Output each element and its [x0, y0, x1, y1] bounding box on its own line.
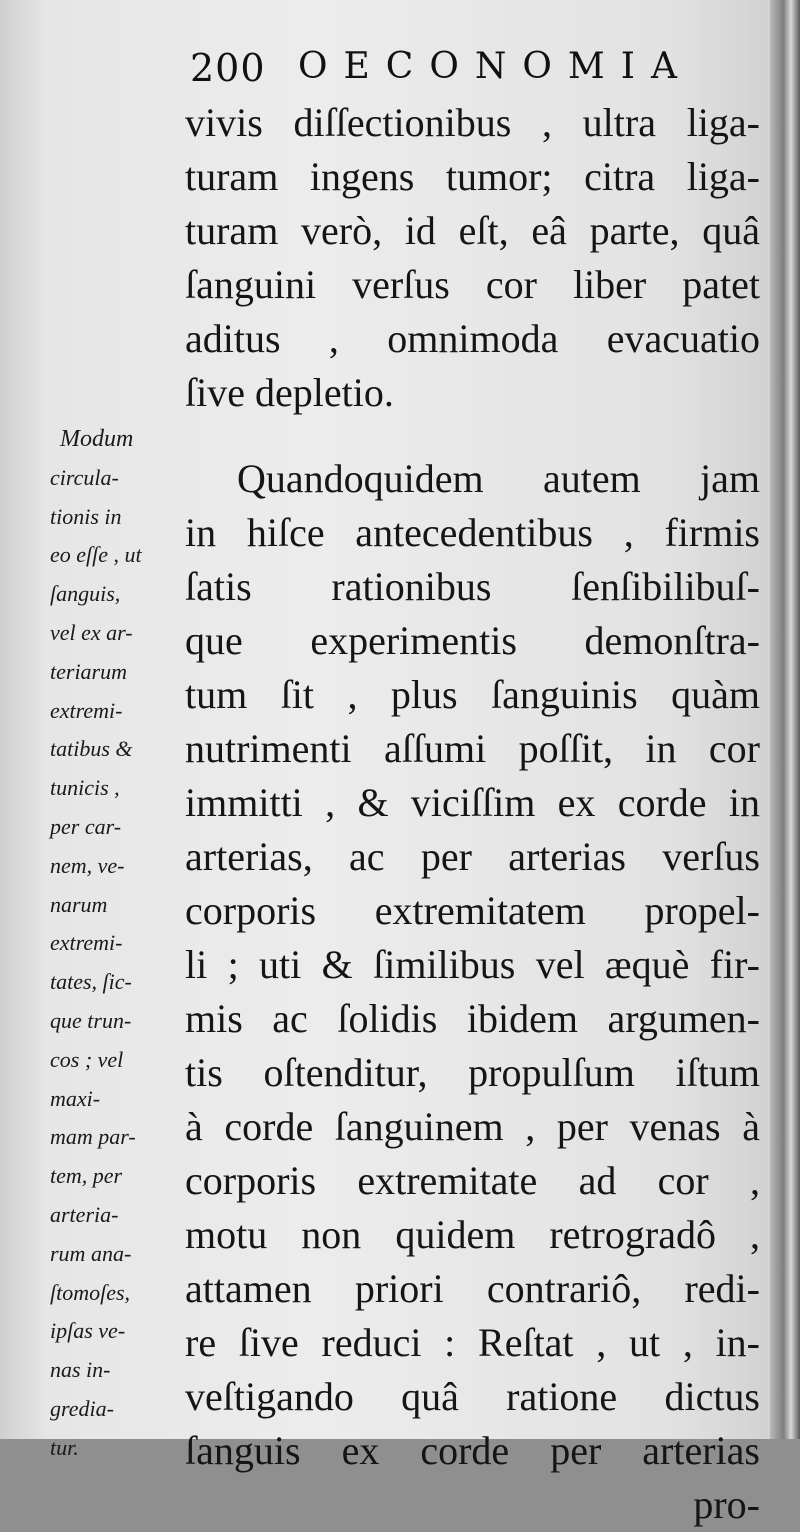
text-line: tum ſit , plus ſanguinis quàm	[185, 672, 760, 717]
marginal-line: tur.	[50, 1434, 79, 1460]
marginal-line: nas in-	[50, 1357, 111, 1383]
text-line: ſive depletio.	[185, 370, 394, 415]
text-line: tis oſtenditur, propulſum iſtum	[185, 1050, 760, 1095]
marginal-line: que trun-	[50, 1007, 132, 1033]
marginal-line: extremi-	[50, 697, 123, 723]
marginal-line: tates, ſic-	[50, 969, 132, 995]
marginal-note	[50, 420, 180, 1468]
marginal-line: rum ana-	[50, 1240, 132, 1266]
text-line: nutrimenti aſſumi poſſit, in cor	[185, 726, 760, 771]
paragraph-first-line: Quandoquidem autem jam	[237, 456, 760, 501]
marginal-line: eo eſſe , ut	[50, 542, 142, 568]
marginal-line: Modum	[60, 426, 134, 452]
text-line: à corde ſanguinem , per venas à	[185, 1104, 760, 1149]
marginal-line: maxi-	[50, 1085, 101, 1111]
text-line: re ſive reduci : Reſtat , ut , in-	[185, 1320, 760, 1365]
marginal-line: tatibus &	[50, 736, 133, 762]
catchword: pro-	[693, 1482, 760, 1527]
text-line: immitti , & viciſſim ex corde in	[185, 780, 760, 825]
marginal-line: mam par-	[50, 1124, 136, 1150]
marginal-line: teriarum	[50, 658, 127, 684]
text-line: attamen priori contrariô, redi-	[185, 1266, 760, 1311]
marginal-line: tionis in	[50, 503, 122, 529]
marginal-line: narum	[50, 891, 108, 917]
marginal-line: gredia-	[50, 1395, 114, 1421]
text-line: ſanguini verſus cor liber patet	[185, 262, 760, 307]
text-line: ſanguis ex corde per arterias	[185, 1428, 760, 1473]
marginal-line: per car-	[50, 813, 122, 839]
text-line: corporis extremitatem propel-	[185, 888, 760, 933]
text-line: li ; uti & ſimilibus vel æquè fir-	[185, 942, 760, 987]
text-line: corporis extremitate ad cor ,	[185, 1158, 760, 1203]
running-title: OECONOMIA	[298, 46, 693, 87]
marginal-line: ſtomoſes,	[50, 1279, 131, 1305]
text-line: turam verò, id eſt, eâ parte, quâ	[185, 208, 760, 253]
page-number: 200	[190, 46, 266, 90]
paragraph-gap	[185, 420, 760, 452]
marginal-line: circula-	[50, 464, 119, 490]
text-line: aditus , omnimoda evacuatio	[185, 316, 760, 361]
text-line: ſatis rationibus ſenſibilibuſ-	[185, 564, 760, 609]
text-line: arterias, ac per arterias verſus	[185, 834, 760, 879]
text-line: vivis diſſectionibus , ultra liga-	[185, 100, 760, 145]
text-line: mis ac ſolidis ibidem argumen-	[185, 996, 760, 1041]
page-header	[190, 40, 750, 100]
marginal-line: cos ; vel	[50, 1046, 124, 1072]
text-line: que experimentis demonſtra-	[185, 618, 760, 663]
marginal-line: vel ex ar-	[50, 619, 133, 645]
text-line: veſtigando quâ ratione dictus	[185, 1374, 760, 1419]
marginal-line: ſanguis,	[50, 581, 121, 607]
text-line: motu non quidem retrogradô ,	[185, 1212, 760, 1257]
page-edge	[770, 0, 800, 1439]
text-line: in hiſce antecedentibus , firmis	[185, 510, 760, 555]
marginal-line: arteria-	[50, 1201, 119, 1227]
main-text	[185, 96, 760, 1532]
marginal-line: ipſas ve-	[50, 1318, 126, 1344]
marginal-line: tunicis ,	[50, 775, 120, 801]
text-line: turam ingens tumor; citra liga-	[185, 154, 760, 199]
marginal-line: tem, per	[50, 1163, 123, 1189]
marginal-line: extremi-	[50, 930, 123, 956]
marginal-line: nem, ve-	[50, 852, 125, 878]
